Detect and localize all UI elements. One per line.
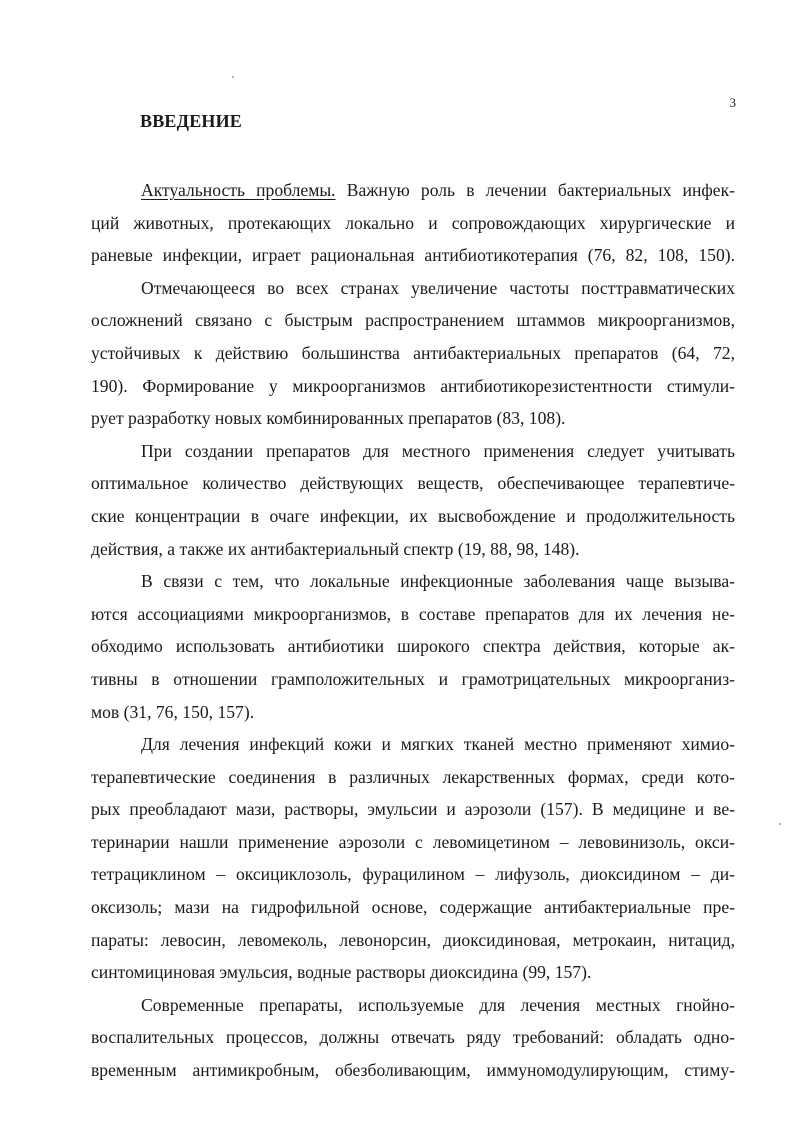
text-line: Современные препараты, используемые для лечения местных гнойно- — [141, 994, 735, 1015]
page-title: ВВЕДЕНИЕ — [140, 111, 243, 131]
text-line: устойчивых к действию большинства антибактериальных препаратов (64, 72, — [91, 342, 735, 363]
text-line: мов (31, 76, 150, 157). — [91, 701, 255, 722]
paragraph — [91, 989, 735, 1087]
text-line: тивны в отношении грамположительных и грамотрицательных микроорганиз- — [91, 668, 735, 689]
text-line: ские концентрации в очаге инфекции, их высвобождение и продолжительность — [91, 505, 735, 526]
text-line: тетрациклином – оксициклозоль, фурацилином – лифузоль, диоксидином – ди- — [91, 864, 735, 885]
body-text — [91, 174, 735, 1087]
text-line: ются ассоциациями микроорганизмов, в составе препаратов для их лечения не- — [91, 603, 735, 624]
page-number: 3 — [729, 95, 736, 110]
text-line: воспалительных процессов, должны отвечать ряду требований: обладать одно- — [91, 1027, 735, 1048]
text-line: 190). Формирование у микроорганизмов антибиотикорезистентности стимули- — [91, 375, 735, 396]
paragraph — [91, 565, 735, 728]
text-line: осложнений связано с быстрым распространением штаммов микроорганизмов, — [91, 310, 735, 331]
text-line: оптимальное количество действующих веществ, обеспечивающее терапевтиче- — [91, 473, 735, 494]
text-line: действия, а также их антибактериальный спектр (19, 88, 98, 148). — [91, 538, 580, 559]
text-line: ций животных, протекающих локально и сопровождающих хирургические и — [91, 212, 735, 233]
paragraph — [91, 272, 735, 435]
text-line: оксизоль; мази на гидрофильной основе, содержащие антибактериальные пре- — [91, 897, 735, 918]
paragraph — [91, 174, 735, 272]
paragraph — [91, 435, 735, 565]
text-line: параты: левосин, левомеколь, левонорсин, диоксидиновая, метрокаин, нитацид, — [91, 929, 735, 950]
text-line: В связи с тем, что локальные инфекционные заболевания чаще вызыва- — [141, 571, 735, 592]
section-lead: Актуальность проблемы. — [141, 180, 336, 200]
text-line: раневые инфекции, играет рациональная антибиотикотерапия (76, 82, 108, 150). — [91, 245, 735, 266]
text-line: обходимо использовать антибиотики широкого спектра действия, которые ак- — [91, 636, 735, 657]
text-line: Актуальность проблемы. Важную роль в лечении бактериальных инфек- — [141, 180, 735, 200]
text-line: теринарии нашли применение аэрозоли с левомицетином – левовинизоль, окси- — [91, 831, 735, 852]
text-line: терапевтические соединения в различных лекарственных формах, среди кото- — [91, 766, 735, 787]
text-line: рых преобладают мази, растворы, эмульсии и аэрозоли (157). В медицине и ве- — [91, 799, 735, 820]
text-line: Отмечающееся во всех странах увеличение частоты посттравматических — [141, 277, 735, 298]
scan-speck — [232, 76, 234, 78]
paragraph — [91, 728, 735, 989]
scan-speck — [779, 823, 781, 825]
text-line: При создании препаратов для местного применения следует учитывать — [141, 440, 735, 461]
text-line: временным антимикробным, обезболивающим, иммуномодулирующим, стиму- — [91, 1060, 735, 1081]
text-line: рует разработку новых комбинированных препаратов (83, 108). — [91, 408, 566, 429]
text-line: синтомициновая эмульсия, водные растворы диоксидина (99, 157). — [91, 962, 592, 983]
text-line: Для лечения инфекций кожи и мягких тканей местно применяют химио- — [141, 734, 735, 755]
